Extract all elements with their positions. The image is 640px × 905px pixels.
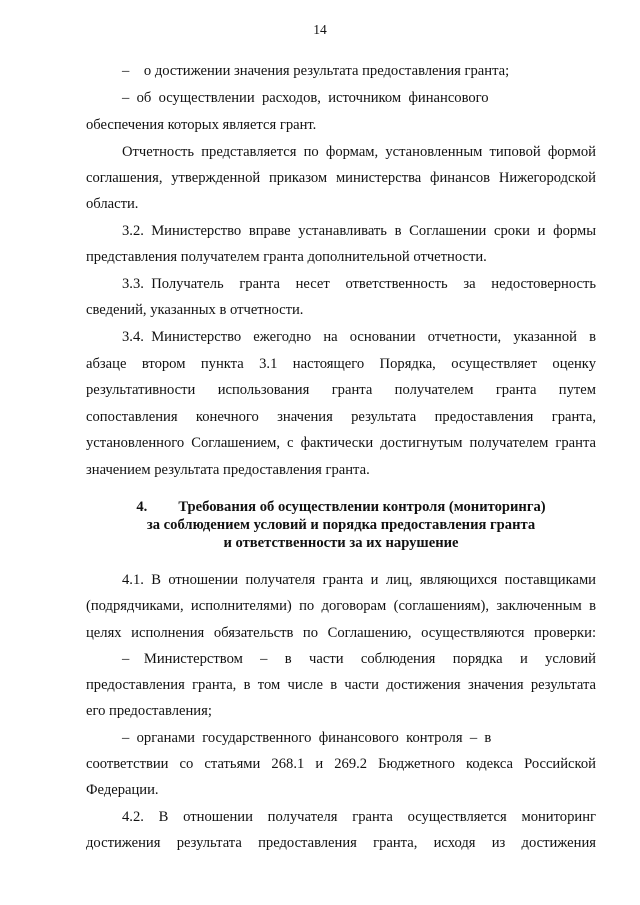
text-line: 3.3. Получатель гранта несет ответственность за недостоверность xyxy=(122,276,596,292)
text-line: обеспечения которых является грант. xyxy=(86,117,317,133)
text-line: предоставления гранта, в том числе в части достижения значения результата xyxy=(86,677,596,693)
text-line: (подрядчиками, исполнителями) по договорам (соглашениям), заключенным в xyxy=(86,598,596,614)
page-number: 14 xyxy=(313,22,327,37)
text-line: – Министерством – в части соблюдения порядка и условий xyxy=(122,651,596,667)
text-line: целях исполнения обязательств по Соглашению, осуществляются проверки: xyxy=(86,625,596,641)
text-line: сведений, указанных в отчетности. xyxy=(86,302,304,318)
text-line: 3.4. Министерство ежегодно на основании отчетности, указанной в xyxy=(122,329,596,345)
text-line: области. xyxy=(86,196,139,212)
text-line: значением результата предоставления гранта. xyxy=(86,462,370,478)
text-line: – об осуществлении расходов, источником финансового xyxy=(122,90,489,106)
section-number: 4. xyxy=(136,499,148,515)
text-line: соглашения, утвержденной приказом министерства финансов Нижегородской xyxy=(86,170,596,186)
text-line: Федерации. xyxy=(86,782,159,798)
section-heading-line xyxy=(86,498,596,516)
text-line: 4.1. В отношении получателя гранта и лиц, являющихся поставщиками xyxy=(122,572,596,588)
text-line: абзаце втором пункта 3.1 настоящего Порядка, осуществляет оценку xyxy=(86,356,596,372)
text-line: – о достижении значения результата предоставления гранта; xyxy=(122,63,510,79)
text-line: Отчетность представляется по формам, установленным типовой формой xyxy=(122,144,596,160)
text-line: установленного Соглашением, с фактически достигнутым получателем гранта xyxy=(86,435,596,451)
section-heading-text: Требования об осуществлении контроля (мониторинга) xyxy=(178,499,546,515)
text-line: сопоставления конечного значения результата предоставления гранта, xyxy=(86,409,596,425)
text-line: его предоставления; xyxy=(86,703,212,719)
section-heading-line: и ответственности за их нарушение xyxy=(223,535,459,551)
section-heading-line: за соблюдением условий и порядка предоставления гранта xyxy=(146,517,536,533)
text-line: представления получателем гранта дополнительной отчетности. xyxy=(86,249,487,265)
text-line: достижения результата предоставления гранта, исходя из достижения xyxy=(86,835,596,851)
text-line: – органами государственного финансового контроля – в xyxy=(122,730,492,746)
text-line: 4.2. В отношении получателя гранта осуществляется мониторинг xyxy=(122,809,596,825)
text-line: результативности использования гранта получателем гранта путем xyxy=(86,382,596,398)
text-line: соответствии со статьями 268.1 и 269.2 Бюджетного кодекса Российской xyxy=(86,756,596,772)
text-line: 3.2. Министерство вправе устанавливать в Соглашении сроки и формы xyxy=(122,223,596,239)
